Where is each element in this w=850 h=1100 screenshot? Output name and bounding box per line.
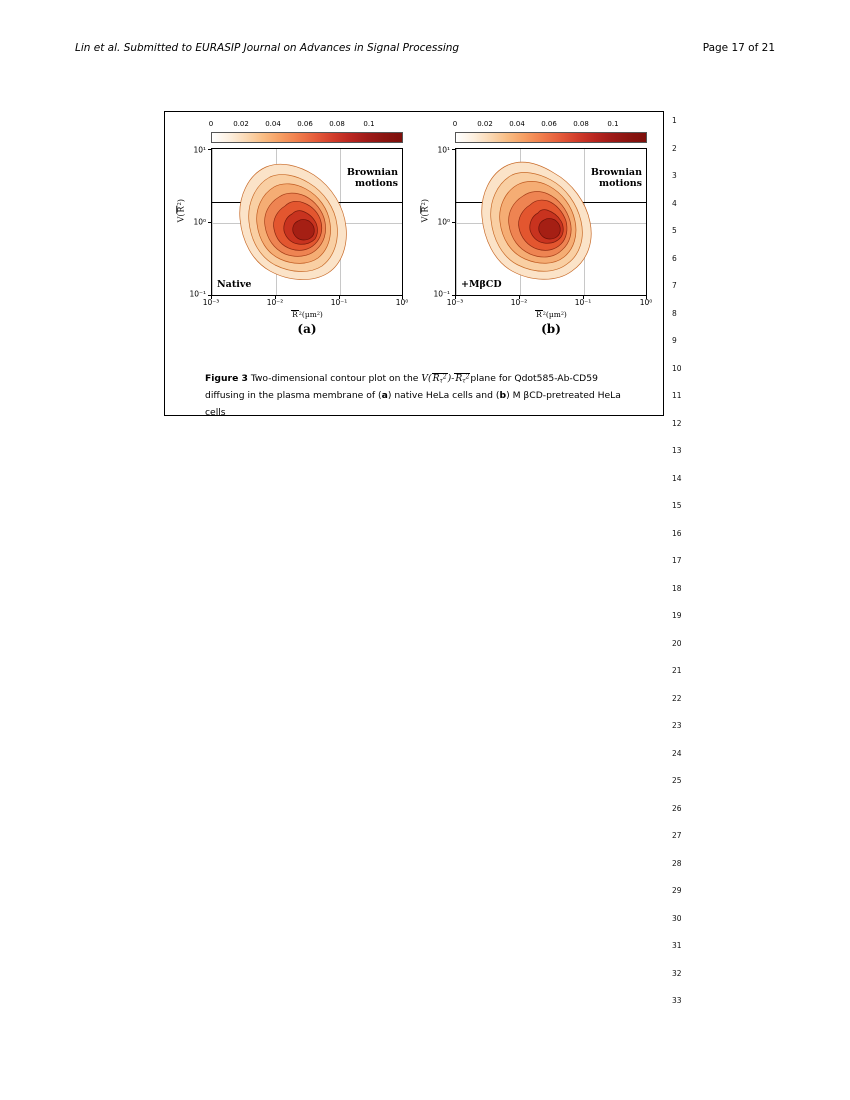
x-tick-label: 10⁻³ [202,298,220,307]
colorbar-tick: 0.1 [607,120,619,128]
line-number: 26 [672,803,682,813]
y-tick-label: 10¹ [193,145,206,155]
plot-area-a [211,148,403,296]
colorbar-gradient-b [455,132,647,143]
line-number: 32 [672,968,682,978]
x-axis-ticks-a [202,298,409,310]
panel-letter-a: (a) [297,322,317,336]
colorbar-tick: 0.02 [477,120,493,128]
running-head-left: Lin et al. Submitted to EURASIP Journal on Advances in Signal Processing [75,42,460,54]
line-number: 25 [672,776,682,785]
colorbar-tick: 0.04 [509,120,525,128]
brownian-line2: motions [355,178,398,189]
x-axis-ticks-b [446,298,653,310]
x-tick-label: 10⁻² [510,298,528,307]
y-axis-label-b: $V(R^2)$ [420,199,430,223]
figure-caption-text3: ) native HeLa cells and ( [387,390,500,401]
line-number: 1 [672,116,677,125]
line-number: 14 [672,473,682,483]
brownian-line2: motions [599,178,642,189]
panel-letter-b: (b) [541,322,561,336]
condition-label-b: +MβCD [461,279,502,290]
x-tick-label: 10⁻¹ [574,298,592,307]
line-number: 17 [672,556,682,565]
figure-caption-label: Figure 3 [205,373,248,384]
colorbar-tick: 0.08 [329,120,345,128]
y-tick-label: 10¹ [437,145,450,155]
colorbar-tick: 0.1 [363,120,375,128]
colorbar-gradient-a [211,132,403,143]
colorbar-tick: 0.02 [233,120,249,128]
line-number: 21 [672,666,682,675]
x-tick-label: 10⁰ [639,298,653,307]
running-head-right: Page 17 of 21 [702,42,775,54]
contour-panel-b [417,116,657,344]
running-head [75,42,775,58]
figure-caption-a: a [381,390,388,401]
line-number: 11 [672,391,682,400]
line-number: 31 [672,941,682,950]
line-number: 19 [672,611,682,620]
line-number: 30 [672,913,682,923]
colorbar-ticks-a [197,120,417,132]
figure-caption-b: b [499,390,507,401]
x-tick-label: 10⁻³ [446,298,464,307]
y-axis-label-a: $V(R^2)$ [176,199,186,223]
line-number: 24 [672,748,682,758]
colorbar-tick: 0.06 [297,120,313,128]
plot-area-b [455,148,647,296]
line-number: 12 [672,418,682,428]
figure-container [164,111,664,416]
line-number: 3 [672,171,677,180]
line-number: 22 [672,693,682,703]
colorbar-b [452,120,647,144]
colorbar-tick: 0.06 [541,120,557,128]
line-number: 2 [672,143,677,153]
x-tick-label: 10⁻¹ [330,298,348,307]
y-tick-label: 10⁰ [193,217,206,227]
line-number: 23 [672,721,682,730]
figure-caption-text1: Two-dimensional contour plot on the [250,373,422,384]
line-number: 13 [672,446,682,455]
brownian-line1: Brownian [346,167,398,178]
colorbar-tick: 0 [208,120,214,128]
line-number: 4 [672,198,677,208]
line-number: 29 [672,886,682,895]
x-tick-label: 10⁻² [266,298,284,307]
figure-panels [165,112,665,342]
figure-caption-math: $V(R_\tau^2)-R_\tau^2$ [421,373,470,385]
figure-caption-text4: ) M βCD-pretreated HeLa cells [205,390,621,418]
figure-caption-text2: plane for Qdot585-Ab-CD59 diffusing in the plasma membrane of ( [205,373,598,401]
line-number: 28 [672,858,682,868]
line-number: 10 [672,363,682,373]
y-tick-label: 10⁻¹ [189,289,206,299]
condition-label-a: Native [217,279,252,290]
x-tick-label: 10⁰ [395,298,409,307]
colorbar-a [208,120,403,144]
line-number: 6 [672,253,677,263]
line-number: 8 [672,308,677,318]
colorbar-tick: 0.04 [265,120,281,128]
brownian-annotation-a [347,167,398,189]
contour-panel-a [173,116,413,344]
line-number: 15 [672,501,682,510]
x-axis-label-b: $R^2(\mu m^2)$ [536,310,567,319]
colorbar-tick: 0.08 [573,120,589,128]
line-number: 5 [672,226,677,235]
brownian-annotation-b [591,167,642,189]
colorbar-ticks-b [441,120,661,132]
figure-caption [205,370,629,421]
line-number: 18 [672,583,682,593]
line-number: 16 [672,528,682,538]
y-tick-label: 10⁻¹ [433,289,450,299]
line-number: 9 [672,336,677,345]
y-tick-label: 10⁰ [437,217,450,227]
colorbar-tick: 0 [452,120,458,128]
x-axis-label-a: $R^2(\mu m^2)$ [292,310,323,319]
line-number: 7 [672,281,677,290]
line-number: 27 [672,831,682,840]
brownian-line1: Brownian [590,167,642,178]
line-number: 33 [672,996,682,1005]
line-number: 20 [672,638,682,648]
